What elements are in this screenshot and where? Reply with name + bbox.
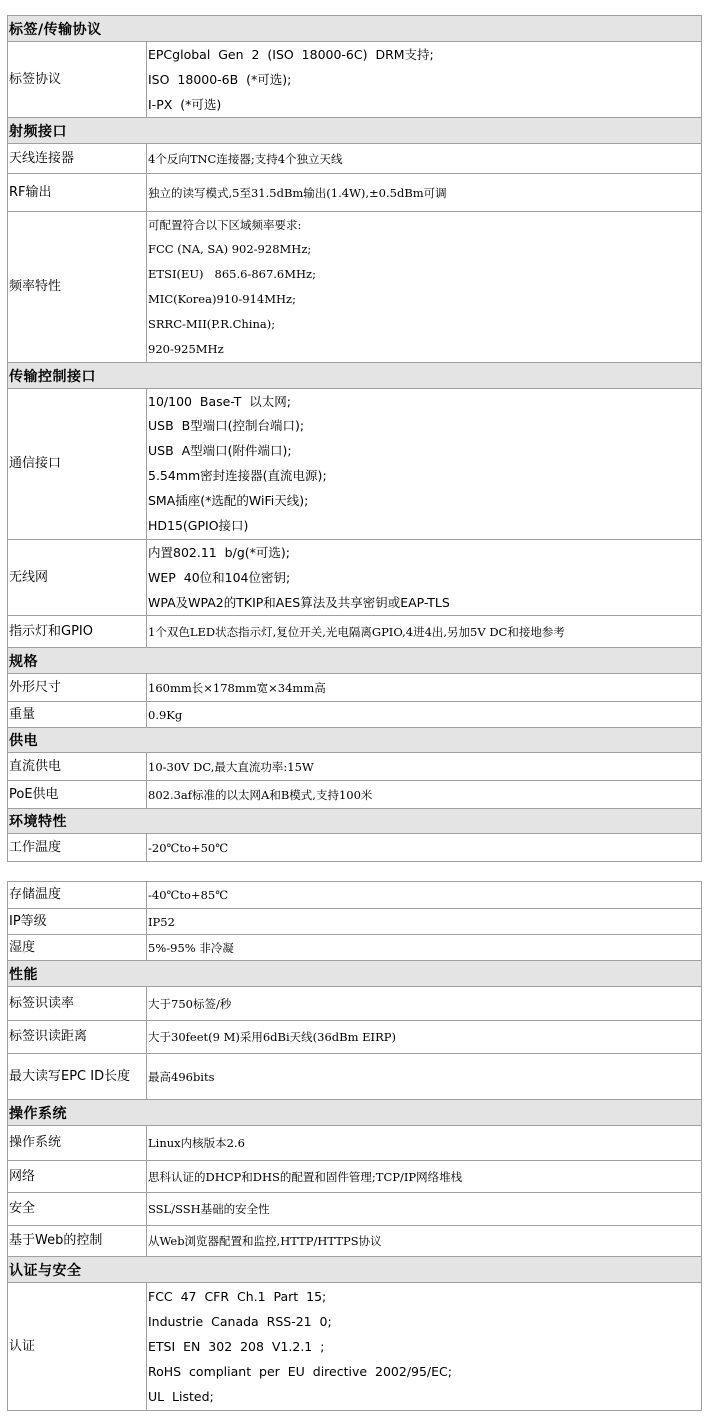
row-value-rf-output: 独立的读写模式,5至31.5dBm输出(1.4W),±0.5dBm可调: [147, 174, 702, 212]
section-header-operating-system: 操作系统: [8, 1100, 702, 1126]
row-label-comm-interface: 通信接口: [8, 389, 147, 540]
row-value-certification: [147, 1283, 702, 1411]
row-label-max-epc-length: 最大读写EPC ID长度: [8, 1054, 147, 1100]
section-header-environment: 环境特性: [8, 809, 702, 834]
row-value-comm-interface: [147, 389, 702, 540]
value-line: 可配置符合以下区域频率要求:: [148, 217, 302, 232]
spec-table-upper: [7, 15, 702, 862]
row-label-storage-temp: 存储温度: [8, 882, 147, 909]
value-line: RoHS compliant per EU directive 2002/95/EC;: [148, 1364, 452, 1379]
row-value-weight: 0.9Kg: [147, 702, 702, 728]
row-label-read-rate: 标签识读率: [8, 987, 147, 1021]
value-line: 10/100 Base-T 以太网;: [148, 393, 292, 409]
row-value-operating-temp: -20℃to+50℃: [147, 834, 702, 862]
section-header-tag-protocol: 标签/传输协议: [8, 16, 702, 42]
row-label-ip-rating: IP等级: [8, 909, 147, 935]
row-value-frequency: [147, 212, 702, 363]
row-label-poe-power: PoE供电: [8, 781, 147, 809]
value-line: I-PX (*可选): [148, 97, 222, 112]
row-value-antenna-connector: 4个反向TNC连接器;支持4个独立天线: [147, 144, 702, 174]
row-value-os: Linux内核版本2.6: [147, 1126, 702, 1161]
value-line: WPA及WPA2的TKIP和AES算法及共享密钥或EAP-TLS: [148, 595, 450, 610]
row-value-poe-power: 802.3af标准的以太网A和B模式,支持100米: [147, 781, 702, 809]
value-line: FCC 47 CFR Ch.1 Part 15;: [148, 1289, 327, 1304]
value-line: USB A型端口(附件端口);: [148, 443, 292, 459]
section-header-specifications: 规格: [8, 648, 702, 674]
row-label-wireless: 无线网: [8, 540, 147, 616]
section-header-performance: 性能: [8, 961, 702, 987]
value-line: 920-925MHz: [148, 341, 224, 356]
row-label-dimensions: 外形尺寸: [8, 674, 147, 702]
row-label-frequency: 频率特性: [8, 212, 147, 363]
row-label-antenna-connector: 天线连接器: [8, 144, 147, 174]
row-value-read-rate: 大于750标签/秒: [147, 987, 702, 1021]
row-label-read-distance: 标签识读距离: [8, 1021, 147, 1054]
value-line: 5.54mm密封连接器(直流电源);: [148, 468, 327, 483]
row-value-web-control: 从Web浏览器配置和监控,HTTP/HTTPS协议: [147, 1226, 702, 1257]
value-line: HD15(GPIO接口): [148, 517, 249, 533]
row-label-security: 安全: [8, 1193, 147, 1226]
row-value-indicator-gpio: 1个双色LED状态指示灯,复位开关,光电隔离GPIO,4进4出,另加5V DC和接地参考: [147, 616, 702, 648]
section-header-power: 供电: [8, 728, 702, 753]
row-value-ip-rating: IP52: [147, 909, 702, 935]
value-line: ETSI(EU) 865.6-867.6MHz;: [148, 267, 316, 282]
row-label-humidity: 湿度: [8, 935, 147, 961]
value-line: WEP 40位和104位密钥;: [148, 570, 291, 585]
row-label-web-control: 基于Web的控制: [8, 1226, 147, 1257]
section-header-transmission-control: 传输控制接口: [8, 363, 702, 389]
value-line: SMA插座(*选配的WiFi天线);: [148, 492, 309, 508]
value-line: UL Listed;: [148, 1389, 214, 1404]
section-header-certification-security: 认证与安全: [8, 1257, 702, 1283]
row-label-tag-protocol: 标签协议: [8, 42, 147, 118]
row-label-dc-power: 直流供电: [8, 753, 147, 781]
row-value-wireless: [147, 540, 702, 616]
section-header-rf-interface: 射频接口: [8, 118, 702, 144]
value-line: Industrie Canada RSS-21 0;: [148, 1314, 332, 1329]
row-label-rf-output: RF输出: [8, 174, 147, 212]
spec-table-lower: [7, 881, 702, 1411]
value-line: EPCglobal Gen 2 (ISO 18000-6C) DRM支持;: [148, 47, 434, 62]
value-line: 内置802.11 b/g(*可选);: [148, 545, 290, 560]
row-label-os: 操作系统: [8, 1126, 147, 1161]
row-value-security: SSL/SSH基础的安全性: [147, 1193, 702, 1226]
row-label-network: 网络: [8, 1161, 147, 1193]
value-line: FCC (NA, SA) 902-928MHz;: [148, 242, 312, 257]
row-value-storage-temp: -40℃to+85℃: [147, 882, 702, 909]
value-line: USB B型端口(控制台端口);: [148, 418, 305, 434]
row-label-weight: 重量: [8, 702, 147, 728]
row-value-humidity: 5%-95% 非冷凝: [147, 935, 702, 961]
value-line: SRRC-MII(P.R.China);: [148, 316, 276, 331]
row-value-max-epc-length: 最高496bits: [147, 1054, 702, 1100]
row-label-indicator-gpio: 指示灯和GPIO: [8, 616, 147, 648]
row-label-operating-temp: 工作温度: [8, 834, 147, 862]
value-line: ETSI EN 302 208 V1.2.1 ;: [148, 1339, 325, 1354]
row-value-tag-protocol: [147, 42, 702, 118]
value-line: ISO 18000-6B (*可选);: [148, 72, 292, 87]
row-value-read-distance: 大于30feet(9 M)采用6dBi天线(36dBm EIRP): [147, 1021, 702, 1054]
value-line: MIC(Korea)910-914MHz;: [148, 292, 296, 306]
row-value-dimensions: 160mm长×178mm宽×34mm高: [147, 674, 702, 702]
row-label-certification: 认证: [8, 1283, 147, 1411]
row-value-network: 思科认证的DHCP和DHS的配置和固件管理;TCP/IP网络堆栈: [147, 1161, 702, 1193]
row-value-dc-power: 10-30V DC,最大直流功率:15W: [147, 753, 702, 781]
